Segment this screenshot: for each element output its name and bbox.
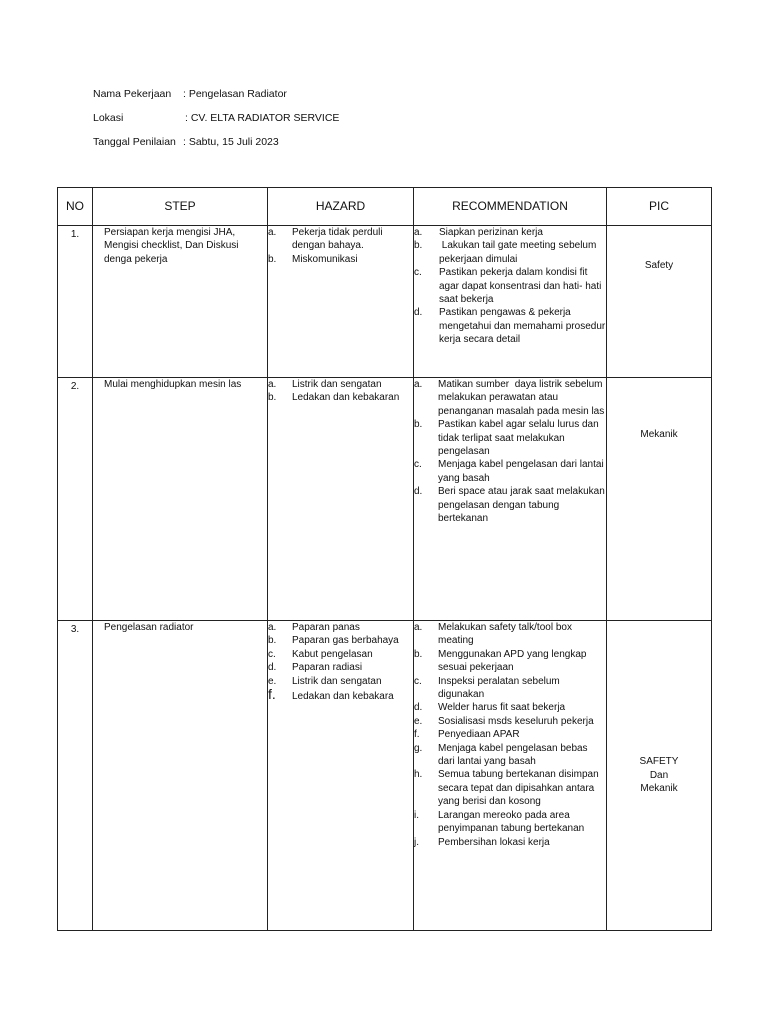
list-marker: d. — [414, 702, 423, 714]
list-text: Pastikan kabel agar selalu lurus dan tidak terlipat saat melakukan pengelasan — [438, 419, 599, 458]
list-item — [414, 728, 606, 741]
list-text: Pembersihan lokasi kerja — [438, 836, 550, 848]
list-marker: c. — [414, 459, 422, 471]
list-marker: b. — [268, 392, 277, 404]
list-marker: d. — [414, 486, 423, 498]
list-marker: e. — [268, 675, 277, 687]
list-text: Paparan panas — [292, 622, 360, 633]
col-header-step: STEP — [93, 188, 268, 226]
list-item — [414, 226, 606, 239]
list-item — [414, 239, 606, 266]
list-marker: f. — [414, 729, 420, 741]
tanggal-value: : Sabtu, 15 Juli 2023 — [183, 136, 279, 148]
recommendation-list — [414, 378, 606, 525]
list-text: Inspeksi peralatan sebelum digunakan — [438, 675, 560, 701]
list-text: Menjaga kabel pengelasan dari lantai yang basah — [438, 459, 604, 484]
header-nama-pekerjaan — [93, 88, 287, 101]
list-item — [268, 688, 413, 703]
list-text: Larangan mereoko pada area penyimpanan tabung bertekanan — [438, 809, 585, 835]
list-marker: b. — [414, 648, 423, 660]
list-text: Menggunakan APD yang lengkap sesuai pekerjaan — [438, 648, 587, 674]
lokasi-label: Lokasi — [93, 112, 124, 124]
list-item — [414, 306, 606, 346]
tanggal-label: Tanggal Penilaian — [93, 136, 176, 148]
hazard-cell — [268, 621, 414, 931]
list-text: Ledakan dan kebakara — [292, 691, 394, 703]
row-number: 1. — [58, 226, 93, 378]
list-item — [268, 391, 413, 404]
list-marker: j. — [414, 836, 419, 848]
list-item — [414, 266, 606, 306]
recommendation-cell — [414, 378, 607, 621]
list-marker: h. — [414, 769, 423, 781]
recommendation-cell — [414, 621, 607, 931]
step-cell: Mulai menghidupkan mesin las — [93, 378, 268, 621]
pic-cell: Mekanik — [607, 378, 712, 621]
list-marker: b. — [268, 253, 277, 265]
list-marker: a. — [414, 379, 423, 390]
nama-value: : Pengelasan Radiator — [183, 88, 287, 100]
list-marker: c. — [414, 675, 422, 687]
list-text: Beri space atau jarak saat melakukan pengelasan dengan tabung bertekanan — [438, 486, 605, 525]
list-item — [414, 768, 606, 808]
row-number: 2. — [58, 378, 93, 621]
list-item — [414, 836, 606, 849]
list-text: Penyediaan APAR — [438, 729, 520, 741]
recommendation-list — [414, 621, 606, 849]
list-text: Listrik dan sengatan — [292, 675, 382, 687]
list-text: Welder harus fit saat bekerja — [438, 702, 566, 714]
col-header-no: NO — [58, 188, 93, 226]
hazard-list — [268, 378, 413, 405]
list-text: Paparan gas berbahaya — [292, 635, 399, 647]
col-header-pic: PIC — [607, 188, 712, 226]
col-header-hazard: HAZARD — [268, 188, 414, 226]
header-lokasi — [93, 112, 339, 125]
hazard-cell — [268, 378, 414, 621]
list-text: Paparan radiasi — [292, 662, 363, 674]
list-text: Sosialisasi msds keseluruh pekerja — [438, 715, 594, 727]
recommendation-list — [414, 226, 606, 347]
pic-cell: Safety — [607, 226, 712, 378]
list-item — [414, 378, 606, 418]
list-marker: a. — [268, 379, 277, 390]
list-item — [268, 226, 413, 253]
list-text: Kabut pengelasan — [292, 648, 373, 660]
hazard-list — [268, 226, 413, 266]
list-text: Menjaga kabel pengelasan bebas dari lantai yang basah — [438, 742, 588, 768]
list-marker: f. — [268, 686, 276, 703]
pic-line: Dan — [649, 769, 669, 781]
hazard-cell — [268, 226, 414, 378]
list-item — [414, 648, 606, 675]
list-item — [414, 742, 606, 769]
list-item — [414, 621, 606, 648]
list-item — [268, 378, 413, 391]
list-item — [414, 418, 606, 458]
list-text: Melakukan safety talk/tool box meating — [438, 622, 572, 647]
header-tanggal — [93, 136, 279, 149]
table-row — [58, 226, 712, 378]
list-marker: b. — [268, 635, 277, 647]
list-item — [268, 648, 413, 661]
step-cell: Persiapan kerja mengisi JHA, Mengisi checklist, Dan Diskusi denga pekerja — [93, 226, 268, 378]
table-header-row — [58, 188, 712, 226]
list-text: Listrik dan sengatan — [292, 379, 382, 390]
list-marker: a. — [414, 227, 423, 238]
list-item — [268, 675, 413, 688]
list-item — [414, 458, 606, 485]
list-item — [414, 701, 606, 714]
list-item — [414, 809, 606, 836]
lokasi-value: : CV. ELTA RADIATOR SERVICE — [185, 112, 340, 124]
pic-line: Mekanik — [640, 783, 678, 795]
list-item — [268, 621, 413, 634]
list-marker: d. — [268, 662, 277, 674]
list-marker: d. — [414, 307, 423, 319]
list-marker: e. — [414, 715, 423, 727]
table-row — [58, 621, 712, 931]
pic-line: SAFETY — [639, 756, 679, 768]
step-cell: Pengelasan radiator — [93, 621, 268, 931]
list-item — [414, 675, 606, 702]
list-item — [268, 661, 413, 674]
list-text: Pastikan pekerja dalam kondisi fit agar dapat konsentrasi dan hati- hati saat bekerja — [439, 267, 602, 306]
list-item — [414, 485, 606, 525]
list-text: Semua tabung bertekanan disimpan secara tepat dan dipisahkan antara yang berisi dan kosong — [438, 769, 599, 808]
list-text: Pekerja tidak perduli dengan bahaya. — [292, 227, 383, 252]
jha-table — [57, 187, 712, 931]
list-item — [268, 634, 413, 647]
list-item — [268, 253, 413, 266]
row-number: 3. — [58, 621, 93, 931]
nama-label: Nama Pekerjaan — [93, 88, 172, 100]
list-marker: i. — [414, 809, 419, 821]
col-header-recommendation: RECOMMENDATION — [414, 188, 607, 226]
hazard-list — [268, 621, 413, 703]
list-text: Lakukan tail gate meeting sebelum pekerjaan dimulai — [439, 240, 600, 265]
list-text: Siapkan perizinan kerja — [439, 227, 543, 238]
list-marker: b. — [414, 419, 423, 431]
list-text: Matikan sumber daya listrik sebelum melakukan perawatan atau penanganan masalah pada mesin las — [438, 379, 606, 417]
recommendation-cell — [414, 226, 607, 378]
list-marker: c. — [268, 648, 276, 660]
table-row — [58, 378, 712, 621]
list-text: Ledakan dan kebakaran — [292, 392, 400, 404]
list-marker: b. — [414, 240, 423, 252]
list-marker: c. — [414, 267, 422, 279]
list-text: Pastikan pengawas & pekerja mengetahui dan memahami prosedur kerja secara detail — [439, 307, 606, 346]
list-item — [414, 715, 606, 728]
list-marker: g. — [414, 742, 423, 754]
pic-cell — [607, 621, 712, 931]
list-marker: a. — [268, 227, 277, 238]
list-marker: a. — [414, 622, 423, 633]
list-text: Miskomunikasi — [292, 253, 358, 265]
list-marker: a. — [268, 622, 277, 633]
